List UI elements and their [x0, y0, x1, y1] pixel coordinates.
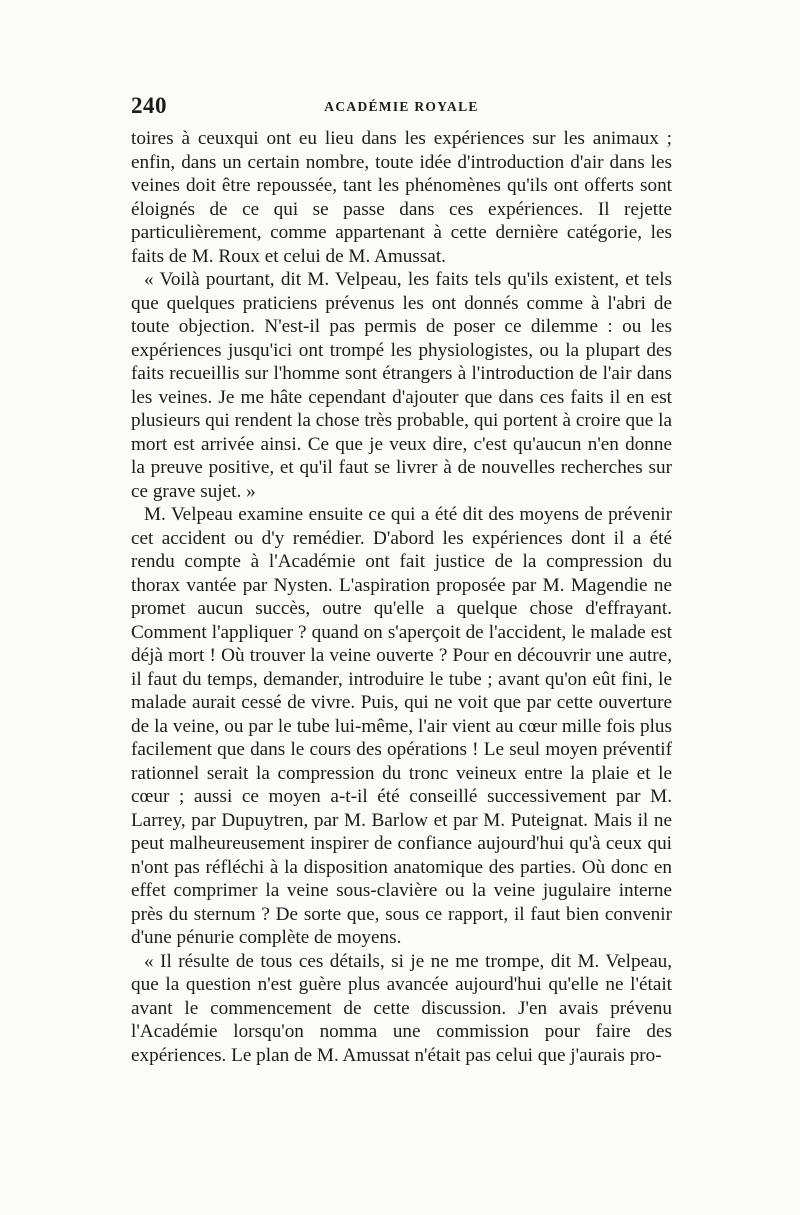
page-number: 240: [131, 93, 167, 118]
running-head: ACADÉMIE ROYALE: [324, 99, 479, 114]
paragraph-quote-velpeau: « Voilà pourtant, dit M. Velpeau, les faits tels qu'ils existent, et tels que quelques praticiens prévenus les ont donnés comme à l'abri de toute objection. N'est-il pas permis de poser ce dilemme : ou les expériences jusqu'ici ont trompé les physiologistes, ou la plupart des faits recueillis sur l'homme sont étrangers à l'introduction de l'air dans les veines. Je me hâte cependant d'ajouter que dans ces faits il en est plusieurs qui rendent la chose très probable, qui portent à croire que la mort est arrivée ainsi. Ce que je veux dire, c'est qu'aucun n'en donne la preuve positive, et qu'il faut se livrer à de nouvelles recherches sur ce grave sujet. »: [131, 269, 672, 502]
paragraph-continuation: toires à ceuxqui ont eu lieu dans les expériences sur les animaux ; enfin, dans un certain nombre, toute idée d'introduction d'air dans les veines doit être repoussée, tant les phénomènes qu'ils ont offerts sont éloignés de ce qui se passe dans ces expériences. Il rejette particulièrement, comme appartenant à cette dernière catégorie, les faits de M. Roux et celui de M. Amussat.: [131, 128, 672, 267]
body-text: [131, 127, 672, 1067]
paragraph-conclusion: « Il résulte de tous ces détails, si je ne me trompe, dit M. Velpeau, que la question n'est guère plus avancée aujourd'hui qu'elle ne l'était avant le commencement de cette discussion. J'en avais prévenu l'Académie lorsqu'on nomma une commission pour faire des expériences. Le plan de M. Amussat n'était pas celui que j'aurais pro-: [131, 950, 672, 1066]
page-header: [131, 93, 672, 123]
paragraph-means-of-prevention: M. Velpeau examine ensuite ce qui a été dit des moyens de prévenir cet accident ou d'y remédier. D'abord les expériences dont il a été rendu compte à l'Académie ont fait justice de la compression du thorax vantée par Nysten. L'aspiration proposée par M. Magendie ne promet aucun succès, outre qu'elle a quelque chose d'effrayant. Comment l'appliquer ? quand on s'aperçoit de l'accident, le malade est déjà mort ! Où trouver la veine ouverte ? Pour en découvrir une autre, il faut du temps, demander, introduire le tube ; avant qu'on eût fini, le malade aurait cessé de vivre. Puis, qui ne voit que par cette ouverture de la veine, ou par le tube lui-même, l'air vient au cœur mille fois plus facilement que dans le cours des opérations ! Le seul moyen préventif rationnel serait la compression du tronc veineux entre la plaie et le cœur ; aussi ce moyen a-t-il été conseillé successivement par M. Larrey, par Dupuytren, par M. Barlow et par M. Puteignat. Mais il ne peut malheureusement inspirer de confiance aujourd'hui qu'à ceux qui n'ont pas réfléchi à la disposition anatomique des parties. Où donc en effet comprimer la veine sous-clavière ou la veine jugulaire interne près du sternum ? De sorte que, sous ce rapport, il faut bien convenir d'une pénurie complète de moyens.: [131, 504, 672, 948]
